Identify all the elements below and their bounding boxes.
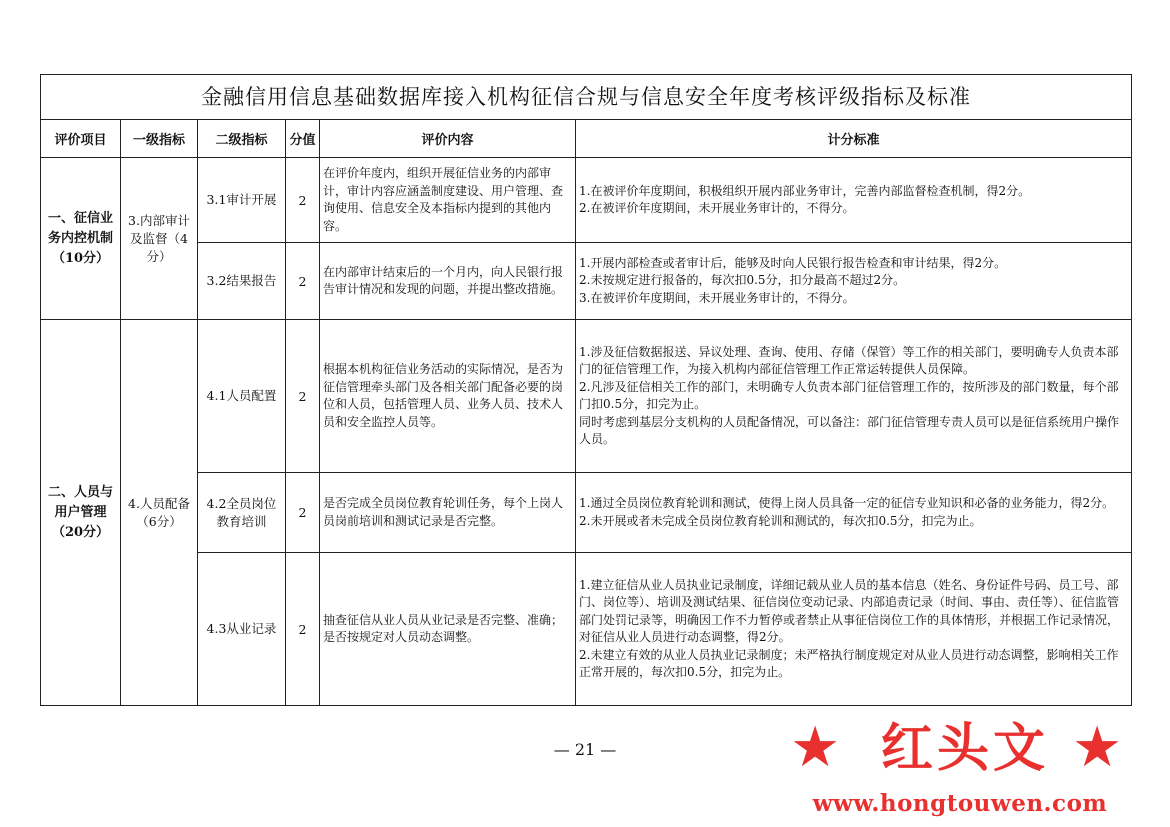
standard-cell (576, 158, 1132, 243)
score-cell: 2 (286, 243, 320, 320)
standard-line: 1.通过全员岗位教育轮训和测试，使得上岗人员具备一定的征信专业知识和必备的业务能力，得2分。 (579, 496, 1115, 510)
watermark-url: www.hongtouwen.com (812, 790, 1108, 817)
table-row (41, 473, 1132, 553)
score-cell: 2 (286, 473, 320, 553)
level2-indicator: 3.1审计开展 (198, 158, 286, 243)
header-level2: 二级指标 (198, 120, 286, 158)
page-number: — 21 — (553, 740, 617, 759)
score-cell: 2 (286, 553, 320, 706)
watermark-text: 红头文 (880, 719, 1049, 779)
level1-indicator: 4.人员配备（6分） (121, 320, 198, 706)
section-project: 一、征信业务内控机制（10分） (41, 158, 121, 320)
watermark-banner (790, 712, 1130, 788)
header-standard: 计分标准 (576, 120, 1132, 158)
level2-indicator: 4.1人员配置 (198, 320, 286, 473)
table-row (41, 158, 1132, 243)
score-cell: 2 (286, 158, 320, 243)
star-icon: ★ (1072, 715, 1123, 780)
table-row (41, 243, 1132, 320)
standard-line: 1.涉及征信数据报送、异议处理、查询、使用、存储（保管）等工作的相关部门，要明确专人负责本部门的征信管理工作，为接入机构内部征信管理工作正常运转提供人员保障。 (579, 344, 1119, 376)
standard-line: 1.在被评价年度期间，积极组织开展内部业务审计，完善内部监督检查机制，得2分。 (579, 183, 1031, 198)
level2-indicator: 4.2全员岗位教育培训 (198, 473, 286, 553)
table-row (41, 320, 1132, 473)
star-icon: ★ (790, 715, 841, 780)
standard-line: 2.未按规定进行报备的，每次扣0.5分，扣分最高不超过2分。 (579, 273, 906, 288)
evaluation-table (40, 74, 1132, 706)
standard-line: 2.在被评价年度期间，未开展业务审计的，不得分。 (579, 201, 855, 215)
level2-indicator: 4.3从业记录 (198, 553, 286, 706)
standard-cell (576, 243, 1132, 320)
standard-line: 3.在被评价年度期间，未开展业务审计的，不得分。 (579, 290, 855, 305)
standard-cell (576, 320, 1132, 473)
standard-line: 2.未建立有效的从业人员执业记录制度；未严格执行制度规定对从业人员进行动态调整，影响相关工作正常开展的，每次扣0.5分，扣完为止。 (579, 647, 1119, 679)
header-content: 评价内容 (320, 120, 576, 158)
watermark (790, 712, 1130, 822)
section-project: 二、人员与用户管理（20分） (41, 320, 121, 706)
header-row (41, 120, 1132, 158)
standard-line: 2.凡涉及征信相关工作的部门，未明确专人负责本部门征信管理工作的，按所涉及的部门数量，每个部门扣0.5分，扣完为止。 (579, 379, 1119, 411)
content-cell: 是否完成全员岗位教育轮训任务，每个上岗人员岗前培训和测试记录是否完整。 (320, 473, 576, 553)
header-project: 评价项目 (41, 120, 121, 158)
standard-line: 1.开展内部检查或者审计后，能够及时向人民银行报告检查和审计结果，得2分。 (579, 255, 1007, 270)
score-cell: 2 (286, 320, 320, 473)
standard-line: 2.未开展或者未完成全员岗位教育轮训和测试的，每次扣0.5分，扣完为止。 (579, 513, 982, 528)
level1-indicator: 3.内部审计及监督（4分） (121, 158, 198, 320)
standard-cell (576, 473, 1132, 553)
header-level1: 一级指标 (121, 120, 198, 158)
standard-line: 1.建立征信从业人员执业记录制度，详细记载从业人员的基本信息（姓名、身份证件号码、员工号、部门、岗位等）、培训及测试结果、征信岗位变动记录、内部追责记录（时间、事由、责任等）、征信监管部门处罚记录等，明确因工作不力暂停或者禁止从事征信岗位工作的具体情形，并根据工作记录情况，对征信从业人员进行动态调整，得2分。 (579, 577, 1120, 644)
content-cell: 在内部审计结束后的一个月内，向人民银行报告审计情况和发现的问题，并提出整改措施。 (320, 243, 576, 320)
level2-indicator: 3.2结果报告 (198, 243, 286, 320)
content-cell: 在评价年度内，组织开展征信业务的内部审计，审计内容应涵盖制度建设、用户管理、查询使用、信息安全及本指标内提到的其他内容。 (320, 158, 576, 243)
header-score: 分值 (286, 120, 320, 158)
content-cell: 根据本机构征信业务活动的实际情况，是否为征信管理牵头部门及各相关部门配备必要的岗位和人员，包括管理人员、业务人员、技术人员和安全监控人员等。 (320, 320, 576, 473)
standard-line: 同时考虑到基层分支机构的人员配备情况，可以备注：部门征信管理专责人员可以是征信系统用户操作人员。 (579, 414, 1120, 446)
table-row (41, 553, 1132, 706)
standard-cell (576, 553, 1132, 706)
table-title: 金融信用信息基础数据库接入机构征信合规与信息安全年度考核评级指标及标准 (41, 75, 1132, 120)
content-cell: 抽查征信从业人员从业记录是否完整、准确；是否按规定对人员动态调整。 (320, 553, 576, 706)
